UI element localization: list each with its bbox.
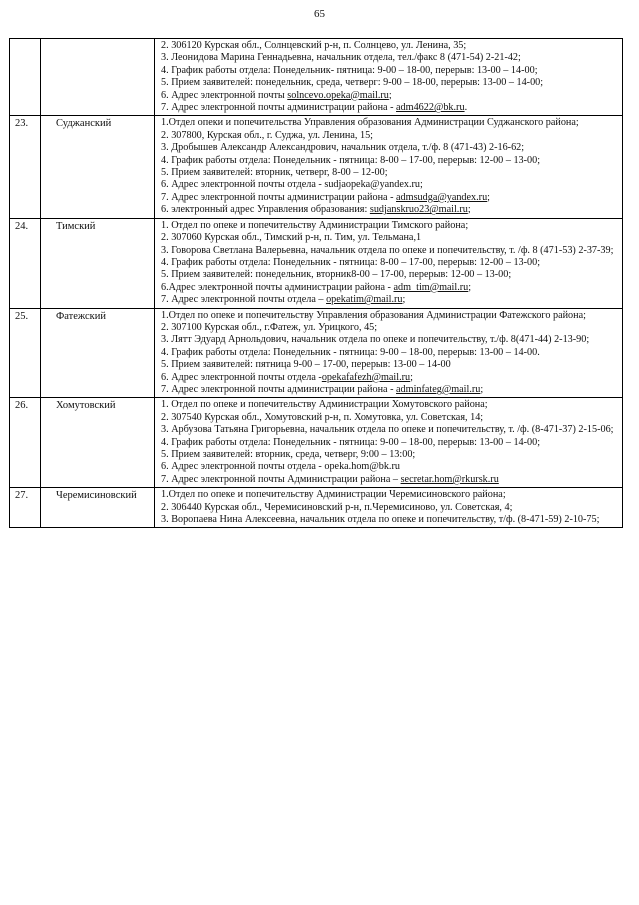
info-line-text: 2. 307100 Курская обл., г.Фатеж, ул. Урицкого, 45; bbox=[161, 321, 378, 333]
department-info bbox=[155, 398, 623, 488]
info-line bbox=[161, 232, 619, 244]
info-line-suffix: ; bbox=[467, 204, 471, 216]
table-row bbox=[10, 39, 623, 116]
info-line-text: 2. 307800, Курская обл., г. Суджа, ул. Ленина, 15; bbox=[161, 129, 374, 141]
info-line-text: 5. Прием заявителей: вторник, четверг, 8-00 – 12-00; bbox=[161, 167, 388, 179]
district-name: Фатежский bbox=[41, 308, 155, 398]
info-line-text: 1. Отдел по опеке и попечительству Администрации Хомутовского района; bbox=[161, 399, 488, 411]
info-line bbox=[161, 359, 619, 371]
district-guardianship-table bbox=[9, 38, 623, 528]
info-line-text: 6.Адрес электронной почты администрации района - bbox=[161, 281, 394, 293]
info-line bbox=[161, 142, 619, 154]
email-link[interactable]: adminfateg@mail.ru bbox=[396, 383, 481, 395]
info-line bbox=[161, 399, 619, 411]
district-name: Тимский bbox=[41, 218, 155, 308]
email-link[interactable]: sudjanskruo23@mail.ru bbox=[369, 204, 468, 216]
row-number: 24. bbox=[10, 218, 41, 308]
info-line bbox=[161, 334, 619, 346]
info-line-text: 1. Отдел по опеке и попечительству Администрации Тимского района; bbox=[161, 219, 469, 231]
info-line-text: 2. 307060 Курская обл., Тимский р-н, п. Тим, ул. Тельмана,1 bbox=[161, 232, 422, 244]
info-line bbox=[161, 502, 619, 514]
info-line-suffix: ; bbox=[410, 371, 413, 383]
info-line bbox=[161, 77, 619, 89]
info-line-text: 5. Прием заявителей: вторник, среда, четверг, 9:00 – 13:00; bbox=[161, 449, 416, 460]
info-line bbox=[161, 257, 619, 269]
email-link[interactable]: adm4622@bk.ru bbox=[396, 102, 465, 114]
info-line bbox=[161, 489, 619, 501]
info-line-text: 5. Прием заявителей: понедельник, вторник8-00 – 17-00, перерыв: 12-00 – 13-00; bbox=[161, 269, 512, 281]
email-link[interactable]: opekafafezh@mail.ru bbox=[321, 371, 411, 383]
row-number: 26. bbox=[10, 398, 41, 488]
info-line-text: 4. График работы отдела: Понедельник - пятница: 9-00 – 18-00, перерыв: 13-00 – 14-00. bbox=[161, 346, 540, 358]
row-number: 25. bbox=[10, 308, 41, 398]
email-link[interactable]: opekatim@mail.ru bbox=[326, 294, 403, 306]
info-line-suffix: ; bbox=[402, 294, 406, 306]
department-info bbox=[155, 488, 623, 528]
table-row bbox=[10, 398, 623, 488]
info-line bbox=[161, 474, 619, 486]
info-line bbox=[161, 155, 619, 167]
info-line-text: 1.Отдел по опеке и попечительству Управления образования Администрации Фатежского района; bbox=[161, 309, 586, 321]
table-row bbox=[10, 116, 623, 218]
info-line-text: 6. электронный адрес Управления образования: bbox=[161, 204, 370, 216]
info-line-text: 3. Говорова Светлана Валерьевна, начальник отдела по опеке и попечительству, т. /ф. 8 (471-53) 2-37-39; bbox=[161, 244, 614, 256]
info-line-suffix: ; bbox=[487, 191, 491, 203]
info-line bbox=[161, 461, 619, 473]
info-line bbox=[161, 412, 619, 424]
info-line bbox=[161, 179, 619, 191]
info-line-text: 2. 306440 Курская обл., Черемисиновский р-н, п.Черемисиново, ул. Советская, 4; bbox=[161, 501, 513, 513]
email-link[interactable]: admsudga@yandex.ru bbox=[396, 191, 488, 203]
info-line-text: 6. Адрес электронной почты отдела - bbox=[161, 371, 322, 383]
info-line-text: 3. Леонидова Марина Геннадьевна, начальник отдела, тел./факс 8 (471-54) 2-21-42; bbox=[161, 52, 521, 64]
info-line-text: 5. Прием заявителей: пятница 9-00 – 17-00, перерыв: 13-00 – 14-00 bbox=[161, 359, 451, 371]
row-number: 27. bbox=[10, 488, 41, 528]
info-line bbox=[161, 220, 619, 232]
email-link[interactable]: secretar.hom@rkursk.ru bbox=[400, 473, 499, 485]
info-line bbox=[161, 424, 619, 436]
info-line bbox=[161, 384, 619, 396]
department-info bbox=[155, 116, 623, 218]
info-line-text: 3. Арбузова Татьяна Григорьевна, начальник отдела по опеке и попечительству, т. /ф. (8-471-37) 2-15-06; bbox=[161, 424, 614, 436]
info-line bbox=[161, 192, 619, 204]
info-line bbox=[161, 347, 619, 359]
info-line bbox=[161, 322, 619, 334]
info-line-text: 4. График работы отдела: Понедельник- пятница: 9-00 – 18-00, перерыв: 13-00 – 14-00; bbox=[161, 64, 538, 76]
info-line-text: 1.Отдел опеки и попечительства Управления образования Администрации Суджанского района; bbox=[161, 117, 579, 129]
info-line bbox=[161, 204, 619, 216]
info-line-text: 3. Воропаева Нина Алексеевна, начальник отдела по опеке и попечительству, т/ф. (8-471-59) 2-10-75; bbox=[161, 514, 600, 526]
info-line-text: 7. Адрес электронной почты Администрации района – bbox=[161, 473, 401, 485]
info-line bbox=[161, 90, 619, 102]
info-line-text: 4. График работы отдела: Понедельник - пятница: 8-00 – 17-00, перерыв: 12-00 – 13-00; bbox=[161, 256, 541, 268]
info-line bbox=[161, 40, 619, 52]
info-line bbox=[161, 52, 619, 64]
info-line-suffix: ; bbox=[480, 383, 484, 395]
info-line bbox=[161, 282, 619, 294]
row-number bbox=[10, 39, 41, 116]
table-row bbox=[10, 308, 623, 398]
table-body bbox=[10, 39, 623, 528]
info-line bbox=[161, 449, 619, 461]
info-line-text: 1.Отдел по опеке и попечительству Администрации Черемисиновского района; bbox=[161, 489, 506, 501]
department-info bbox=[155, 218, 623, 308]
info-line-text: 7. Адрес электронной почты администрации района - bbox=[161, 383, 397, 395]
info-line-suffix: ; bbox=[468, 281, 472, 293]
page-number: 65 bbox=[314, 8, 325, 20]
info-line-text: 5. Прием заявителей: понедельник, среда, четверг: 9-00 – 18-00, перерыв: 13-00 – 14-00; bbox=[161, 77, 544, 89]
info-line bbox=[161, 310, 619, 322]
table-row bbox=[10, 488, 623, 528]
row-number: 23. bbox=[10, 116, 41, 218]
info-line-text: 6. Адрес электронной почты bbox=[161, 89, 288, 101]
table-row bbox=[10, 218, 623, 308]
info-line bbox=[161, 372, 619, 384]
info-line bbox=[161, 130, 619, 142]
info-line-text: 7. Адрес электронной почты администрации района - bbox=[161, 102, 397, 114]
email-link[interactable]: adm_tim@mail.ru bbox=[393, 281, 469, 293]
info-line bbox=[161, 102, 619, 114]
info-line-text: 7. Адрес электронной почты администрации района - bbox=[161, 191, 397, 203]
info-line bbox=[161, 269, 619, 281]
info-line-text: 2. 307540 Курская обл., Хомутовский р-н, п. Хомутовка, ул. Советская, 14; bbox=[161, 411, 484, 423]
info-line-suffix: . bbox=[464, 102, 468, 114]
info-line bbox=[161, 437, 619, 449]
department-info bbox=[155, 39, 623, 116]
info-line-text: 6. Адрес электронной почты отдела - opeka.hom@bk.ru bbox=[161, 461, 400, 473]
info-line-text: 3. Лятт Эдуард Арнольдович, начальник отдела по опеке и попечительству, т./ф. 8(471-44) 2-13-90; bbox=[161, 334, 590, 346]
info-line bbox=[161, 65, 619, 77]
info-line-text: 7. Адрес электронной почты отдела – bbox=[161, 294, 327, 306]
info-line-suffix: ; bbox=[388, 89, 392, 101]
info-line-text: 4. График работы отдела: Понедельник - пятница: 9-00 – 18-00, перерыв: 13-00 – 14-00; bbox=[161, 436, 541, 448]
district-name: Черемисиновский bbox=[41, 488, 155, 528]
info-line bbox=[161, 245, 619, 257]
info-line-text: 6. Адрес электронной почты отдела - sudjaopeka@yandex.ru; bbox=[161, 179, 423, 191]
email-link[interactable]: solncevo.opeka@mail.ru bbox=[287, 89, 389, 101]
district-name: Суджанский bbox=[41, 116, 155, 218]
department-info bbox=[155, 308, 623, 398]
info-line-text: 2. 306120 Курская обл., Солнцевский р-н, п. Солнцево, ул. Ленина, 35; bbox=[161, 40, 467, 51]
info-line bbox=[161, 514, 619, 526]
district-name: Хомутовский bbox=[41, 398, 155, 488]
info-line-text: 3. Дробышев Александр Александрович, начальник отдела, т./ф. 8 (471-43) 2-16-62; bbox=[161, 142, 525, 154]
info-line bbox=[161, 117, 619, 129]
info-line bbox=[161, 167, 619, 179]
info-line bbox=[161, 294, 619, 306]
district-name bbox=[41, 39, 155, 116]
info-line-text: 4. График работы отдела: Понедельник - пятница: 8-00 – 17-00, перерыв: 12-00 – 13-00; bbox=[161, 154, 541, 166]
